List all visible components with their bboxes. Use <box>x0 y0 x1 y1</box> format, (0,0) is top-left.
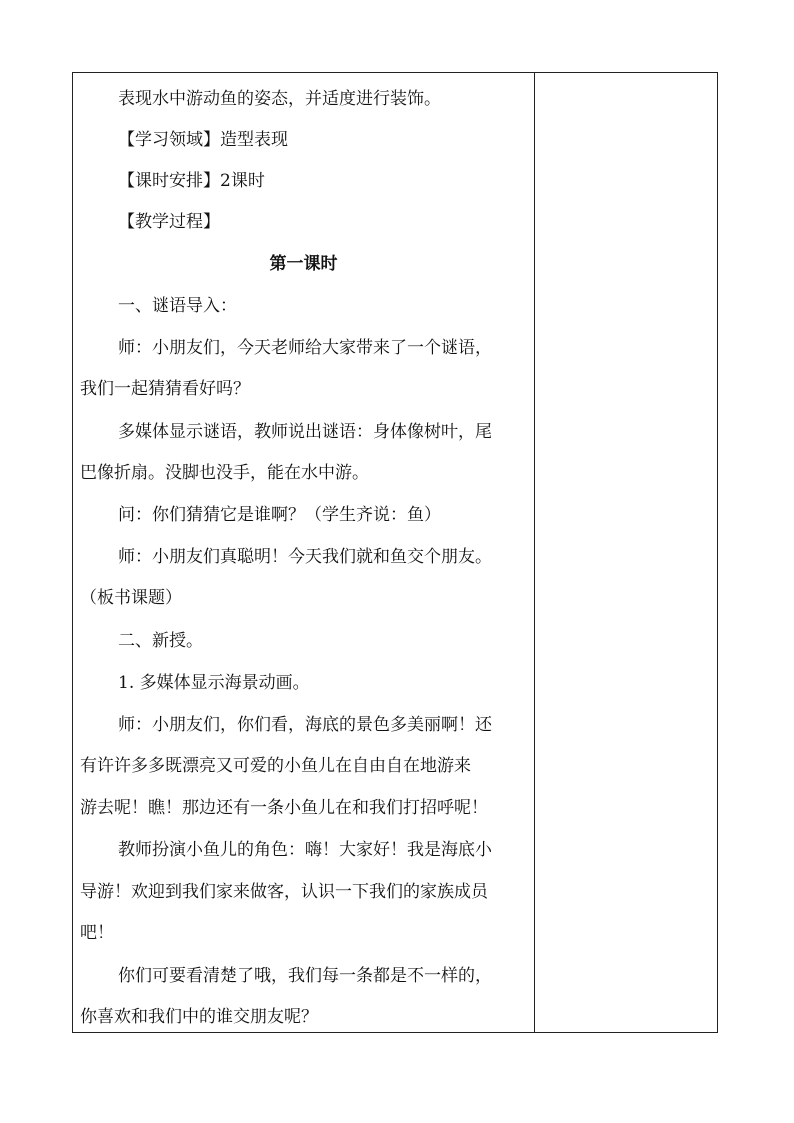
text-line: 【课时安排】2课时 <box>118 171 265 191</box>
text-line: 1. 多媒体显示海景动画。 <box>118 673 310 693</box>
text-line: 你喜欢和我们中的谁交朋友呢？ <box>80 1007 318 1027</box>
text-line: 巴像折扇。没脚也没手，能在水中游。 <box>80 463 369 483</box>
column-divider <box>534 73 535 1032</box>
text-line: 师：小朋友们，今天老师给大家带来了一个谜语， <box>118 338 492 358</box>
text-line: 师：小朋友们，你们看，海底的景色多美丽啊！还 <box>118 715 492 735</box>
text-line: 有许许多多既漂亮又可爱的小鱼儿在自由自在地游来 <box>80 756 471 776</box>
text-line: 一、谜语导入： <box>118 296 237 316</box>
text-line: 吧！ <box>80 923 114 943</box>
lesson-table <box>72 72 718 1033</box>
content-cell <box>73 73 534 1032</box>
text-line: 导游！欢迎到我们家来做客，认识一下我们的家族成员 <box>80 882 488 902</box>
text-line: 二、新授。 <box>118 631 203 651</box>
text-line: 我们一起猜猜看好吗？ <box>80 379 250 399</box>
text-line: 【教学过程】 <box>118 212 220 232</box>
text-line: 多媒体显示谜语，教师说出谜语：身体像树叶，尾 <box>118 422 492 442</box>
text-line: （板书课题） <box>80 588 182 608</box>
text-line: 师：小朋友们真聪明！今天我们就和鱼交个朋友。 <box>118 547 492 567</box>
text-line: 游去呢！瞧！那边还有一条小鱼儿在和我们打招呼呢！ <box>80 798 488 818</box>
section-heading: 第一课时 <box>269 254 338 274</box>
text-line: 教师扮演小鱼儿的角色：嗨！大家好！我是海底小 <box>118 840 492 860</box>
text-line: 问：你们猜猜它是谁啊？（学生齐说：鱼） <box>118 505 441 525</box>
text-line: 表现水中游动鱼的姿态，并适度进行装饰。 <box>118 89 441 109</box>
text-line: 【学习领域】造型表现 <box>118 130 288 150</box>
text-line: 你们可要看清楚了哦，我们每一条都是不一样的， <box>118 966 492 986</box>
